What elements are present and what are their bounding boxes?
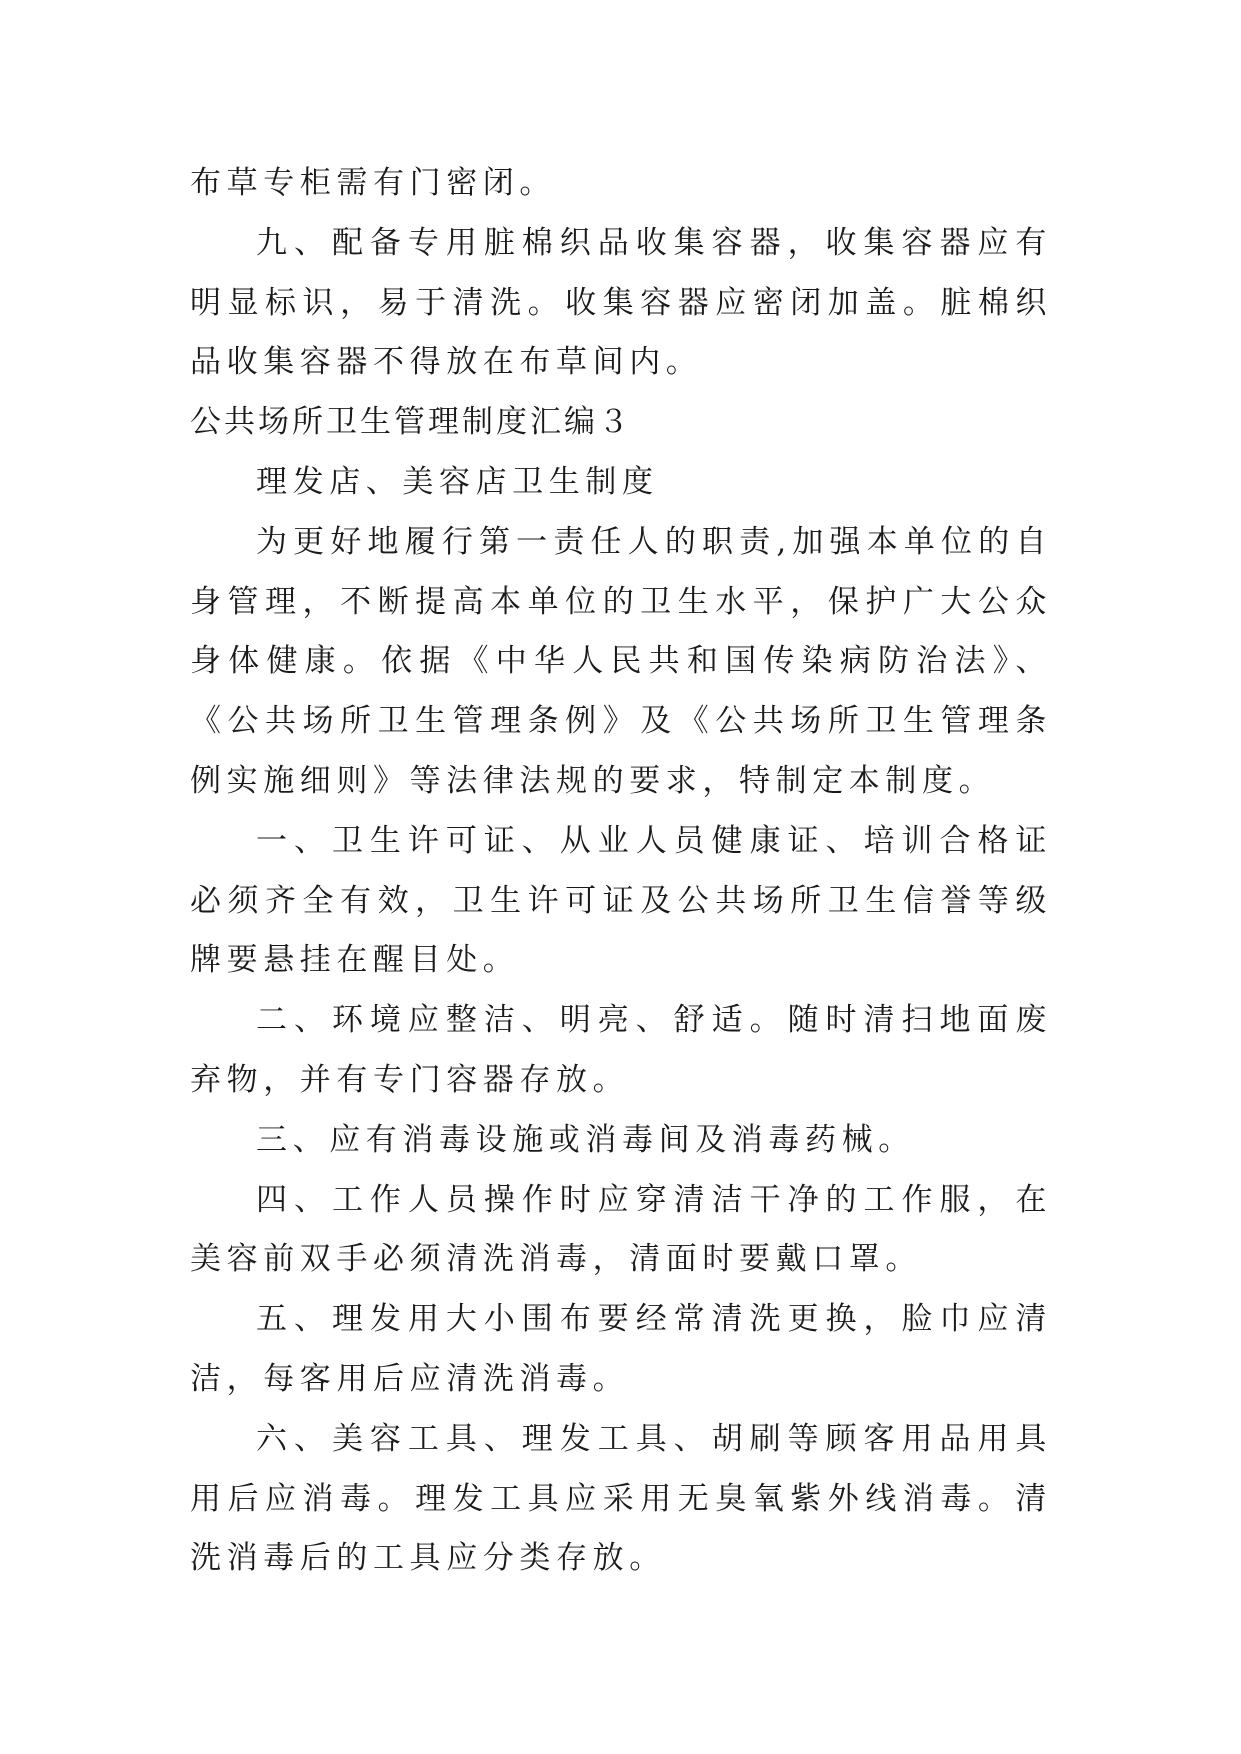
paragraph-item-2: 二、环境应整洁、明亮、舒适。随时清扫地面废弃物，并有专门容器存放。: [190, 1002, 1052, 1098]
paragraph-item-1: 一、卫生许可证、从业人员健康证、培训合格证必须齐全有效，卫生许可证及公共场所卫生信誉等级牌要悬挂在醒目处。: [190, 822, 1052, 979]
paragraph-item-6: 六、美容工具、理发工具、胡刷等顾客用品用具用后应消毒。理发工具应采用无臭氧紫外线消毒。清洗消毒后的工具应分类存放。: [190, 1420, 1052, 1577]
section-subtitle: 理发店、美容店卫生制度: [256, 463, 659, 500]
document-body: [190, 154, 1052, 1589]
paragraph-item-9: 九、配备专用脏棉织品收集容器，收集容器应有明显标识，易于清洗。收集容器应密闭加盖。脏棉织品收集容器不得放在布草间内。: [190, 224, 1052, 381]
paragraph-item-4: 四、工作人员操作时应穿清洁干净的工作服，在美容前双手必须清洗消毒，清面时要戴口罩。: [190, 1181, 1052, 1278]
paragraph-continued: 布草专柜需有门密闭。: [190, 165, 556, 201]
paragraph-item-5: 五、理发用大小围布要经常清洗更换，脸巾应清洁，每客用后应清洗消毒。: [190, 1301, 1052, 1397]
section-title: 公共场所卫生管理制度汇编３: [190, 404, 632, 441]
paragraph-item-3: 三、应有消毒设施或消毒间及消毒药械。: [256, 1121, 915, 1158]
paragraph-intro: 为更好地履行第一责任人的职责,加强本单位的自身管理，不断提高本单位的卫生水平，保护广大公众身体健康。依据《中华人民共和国传染病防治法》、《公共场所卫生管理条例》及《公共场所卫生管理条例实施细则》等法律法规的要求，特制定本制度。: [190, 523, 1052, 799]
